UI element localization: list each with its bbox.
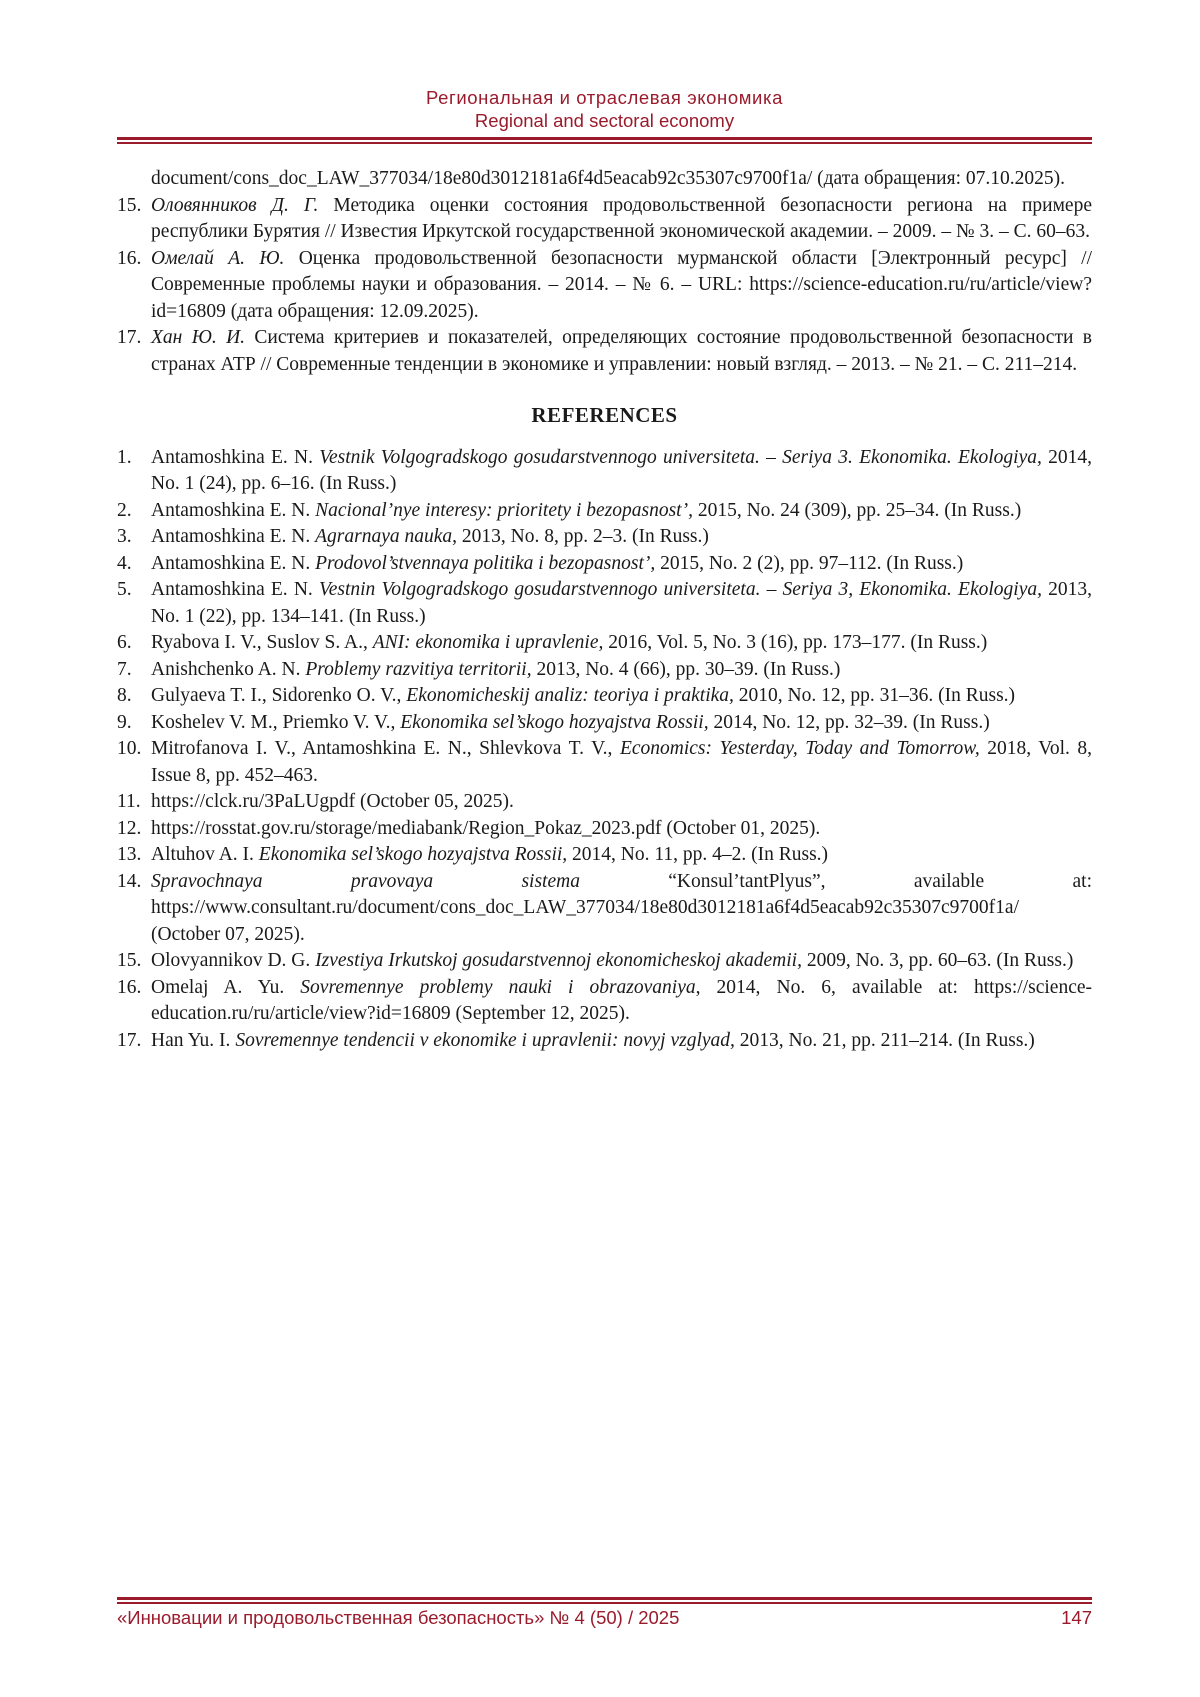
reference-text — [151, 683, 1092, 710]
reference-details: 2015, No. 2 (2), pp. 97–112. (In Russ.) — [655, 552, 964, 574]
reference-text — [151, 948, 1092, 975]
reference-text — [151, 498, 1092, 525]
reference-item — [117, 869, 1092, 949]
reference-authors: Koshelev V. M., Priemko V. V., — [151, 711, 401, 733]
reference-details: 2009, No. 3, pp. 60–63. (In Russ.) — [801, 950, 1074, 971]
reference-authors: Mitrofanova I. V., Antamoshkina E. N., Shlevkova T. V., — [151, 738, 620, 759]
reference-number: 1. — [117, 446, 132, 468]
reference-text — [151, 816, 1092, 843]
reference-number: 6. — [117, 632, 132, 653]
reference-details: 2014, No. 1 (24), pp. 6–16. (In Russ.) — [151, 446, 1092, 494]
reference-number: 9. — [117, 711, 132, 733]
reference-authors: Altuhov A. I. — [151, 844, 259, 865]
reference-item — [117, 710, 1092, 737]
reference-authors: https://rosstat.gov.ru/storage/mediabank/Region_Pokaz_2023.pdf (October 01, 2025). — [151, 817, 821, 839]
reference-details: 2014, No. 11, pp. 4–2. (In Russ.) — [567, 844, 829, 865]
reference-details: 2013, No. 21, pp. 211–214. (In Russ.) — [734, 1029, 1035, 1051]
reference-source: Problemy razvitiya territorii, — [305, 658, 532, 680]
reference-authors: Ryabova I. V., Suslov S. A., — [151, 632, 373, 653]
reference-source: Vestnik Volgogradskogo gosudarstvennogo universiteta. – Seriya 3. Ekonomika. Ekologiya, — [319, 446, 1042, 468]
reference-authors: Omelaj A. Yu. — [151, 976, 301, 998]
reference-source: ANI: ekonomika i upravlenie, — [372, 632, 604, 653]
reference-item — [117, 736, 1092, 789]
reference-number: 17. — [117, 327, 142, 348]
reference-details: , 2013, No. 8, pp. 2–3. (In Russ.) — [452, 526, 709, 547]
reference-item — [117, 789, 1092, 816]
reference-source: Ekonomika sel’skogo hozyajstva Rossii, — [258, 844, 568, 865]
reference-body: Оценка продовольственной безопасности мурманской области [Электронный ресурс] // Современные проблемы науки и образования. – 2014. – № 6. – URL: https://science-education.ru/ru/article/view?id=16809 (дата обращения: 12.09.2025). — [151, 247, 1093, 322]
reference-number: 2. — [117, 499, 132, 521]
reference-item — [117, 524, 1092, 551]
reference-number: 4. — [117, 552, 132, 574]
reference-authors: Antamoshkina E. N. — [151, 552, 316, 574]
reference-item — [117, 246, 1092, 326]
reference-authors: Antamoshkina E. N. — [151, 446, 320, 468]
reference-item — [117, 498, 1092, 525]
reference-number: 16. — [117, 247, 142, 269]
reference-authors: Olovyannikov D. G. — [151, 950, 316, 971]
reference-source: Agrarnaya nauka — [315, 526, 453, 547]
reference-text — [151, 630, 1092, 657]
reference-text — [151, 975, 1092, 1028]
reference-author: Хан Ю. И. — [151, 327, 246, 348]
reference-authors: Antamoshkina E. N. — [151, 579, 319, 600]
russian-reference-list — [117, 193, 1092, 379]
reference-number: 5. — [117, 579, 132, 600]
running-footer — [117, 1607, 1092, 1629]
reference-source: Sovremennye tendencii v ekonomike i upravlenii: novyj vzglyad, — [235, 1029, 735, 1051]
reference-number: 10. — [117, 738, 142, 759]
reference-text — [151, 736, 1092, 789]
reference-item — [117, 325, 1092, 378]
reference-number: 11. — [117, 791, 141, 812]
reference-number: 15. — [117, 950, 142, 971]
reference-number: 14. — [117, 870, 142, 892]
page-body — [117, 166, 1092, 1054]
reference-details: 2013, No. 1 (22), pp. 134–141. (In Russ.) — [151, 579, 1093, 627]
reference-item — [117, 948, 1092, 975]
reference-source: Spravochnaya pravovaya sistema — [151, 870, 580, 892]
reference-text — [151, 524, 1092, 551]
reference-number: 13. — [117, 844, 142, 865]
reference-body: Методика оценки состояния продовольственной безопасности региона на примере республики Бурятия // Известия Иркутской государственной экономической академии. – 2009. – № 3. – С. 60–63. — [151, 194, 1092, 242]
reference-source: Economics: Yesterday, Today and Tomorrow, — [619, 738, 980, 759]
reference-number: 12. — [117, 817, 142, 839]
page-number: 147 — [1061, 1607, 1092, 1628]
reference-number: 7. — [117, 658, 132, 680]
reference-text — [151, 842, 1092, 869]
header-divider — [117, 137, 1092, 144]
reference-item — [117, 683, 1092, 710]
reference-details: 2010, No. 12, pp. 31–36. (In Russ.) — [733, 685, 1016, 706]
reference-source: Ekonomika sel’skogo hozyajstva Rossii, — [400, 711, 709, 733]
reference-source: Prodovol’stvennaya politika i bezopasnost’, — [315, 552, 656, 574]
reference-source: Ekonomicheskij analiz: teoriya i praktika, — [406, 685, 734, 706]
header-title-ru: Региональная и отраслевая экономика — [426, 87, 783, 108]
reference-text — [151, 1028, 1092, 1055]
reference-authors: Han Yu. I. — [151, 1029, 236, 1051]
reference-details: , 2014, No. 6, available at: https://science-education.ru/ru/article/view?id=16809 (September 12, 2025). — [151, 976, 1092, 1024]
journal-name: «Инновации и продовольственная безопасность» № 4 (50) / 2025 — [117, 1607, 680, 1628]
reference-item — [117, 975, 1092, 1028]
reference-item — [117, 842, 1092, 869]
reference-text — [151, 657, 1092, 684]
reference-continuation: document/cons_doc_LAW_377034/18e80d3012181a6f4d5eacab92c35307c9700f1a/ (дата обращения: 07.10.2025). — [151, 168, 1065, 189]
reference-item — [117, 657, 1092, 684]
reference-source: Izvestiya Irkutskoj gosudarstvennoj ekonomicheskoj akademii, — [315, 950, 802, 971]
reference-number: 8. — [117, 685, 132, 706]
reference-text — [151, 246, 1092, 326]
reference-text — [151, 445, 1092, 498]
references-heading: REFERENCES — [531, 403, 678, 427]
footer-divider — [117, 1597, 1092, 1604]
reference-number: 15. — [117, 194, 142, 216]
reference-item — [117, 551, 1092, 578]
reference-number: 3. — [117, 526, 132, 547]
reference-details: 2016, Vol. 5, No. 3 (16), pp. 173–177. (In Russ.) — [603, 632, 988, 653]
reference-authors: Antamoshkina E. N. — [151, 499, 316, 521]
reference-details: 2014, No. 12, pp. 32–39. (In Russ.) — [708, 711, 990, 733]
reference-details: “Konsul’tantPlyus”, available at: https://www.consultant.ru/document/cons_doc_LAW_377034/18e80d3012181a6f4d5eacab92c35307c9700f1a/ (October 07, 2025). — [151, 870, 1092, 945]
reference-text — [151, 325, 1092, 378]
reference-item — [117, 1028, 1092, 1055]
reference-number: 17. — [117, 1029, 142, 1051]
reference-text — [151, 551, 1092, 578]
reference-source: Sovremennye problemy nauki i obrazovaniya — [300, 976, 696, 998]
reference-details: 2013, No. 4 (66), pp. 30–39. (In Russ.) — [531, 658, 841, 680]
reference-details: 2018, Vol. 8, Issue 8, pp. 452–463. — [151, 738, 1093, 786]
reference-source: Nacional’nye interesy: prioritety i bezopasnost’, — [315, 499, 693, 521]
reference-item — [117, 445, 1092, 498]
reference-item — [117, 193, 1092, 246]
reference-text — [151, 710, 1092, 737]
reference-item — [117, 630, 1092, 657]
reference-number: 16. — [117, 976, 142, 998]
reference-text — [151, 577, 1092, 630]
reference-body: Система критериев и показателей, определяющих состояние продовольственной безопасности в странах АТР // Современные тенденции в экономике и управлении: новый взгляд. – 2013. – № 21. – С. 211–214. — [151, 327, 1092, 375]
reference-text — [151, 869, 1092, 949]
reference-author: Оловянников Д. Г. — [151, 194, 319, 216]
running-header — [117, 86, 1092, 132]
reference-authors: Gulyaeva T. I., Sidorenko O. V., — [151, 685, 407, 706]
reference-item — [117, 577, 1092, 630]
reference-text — [151, 193, 1092, 246]
reference-author: Омелай А. Ю. — [151, 247, 285, 269]
reference-details: 2015, No. 24 (309), pp. 25–34. (In Russ.) — [692, 499, 1022, 521]
reference-authors: https://clck.ru/3PaLUgpdf (October 05, 2025). — [151, 791, 514, 812]
reference-authors: Anishchenko A. N. — [151, 658, 306, 680]
reference-source: Vestnin Volgogradskogo gosudarstvennogo universiteta. – Seriya 3, Ekonomika. Ekologiya, — [318, 579, 1042, 600]
reference-item — [117, 816, 1092, 843]
header-title-en: Regional and sectoral economy — [474, 110, 735, 131]
english-reference-list — [117, 445, 1092, 1055]
reference-authors: Antamoshkina E. N. — [151, 526, 316, 547]
reference-text — [151, 789, 1092, 816]
